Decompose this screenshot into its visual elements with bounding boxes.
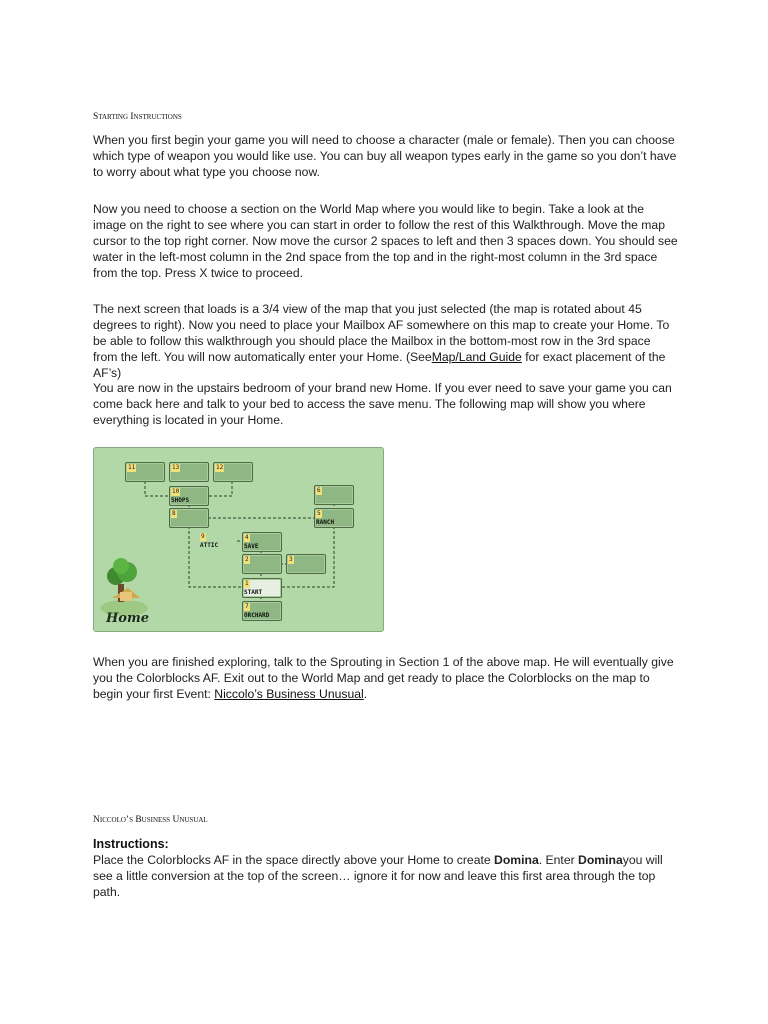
- home-map: [93, 447, 384, 632]
- room-label: SAVE: [244, 543, 259, 550]
- room-number: 9: [201, 533, 205, 540]
- room-number: 5: [317, 510, 321, 517]
- map-room-5-ranch: [314, 508, 354, 528]
- map-room-2: [242, 554, 282, 574]
- paragraph-place-mailbox: [93, 301, 678, 381]
- room-label: ATTIC: [200, 542, 219, 549]
- paragraph-choose-character: When you first begin your game you will need to choose a character (male or female). Then you can choose which type of weapon you would like use. You can buy all weapon types early in the game so you don’t have to worry about what type you choose now.: [93, 133, 677, 179]
- paragraph-world-map: Now you need to choose a section on the World Map where you would like to begin. Take a look at the image on the right to see where you can start in order to follow the rest of this Walkthrough. Move the map cursor to the top right corner. Now move the cursor 2 spaces to left and then 3 spaces down. You should see water in the left-most column in the 2nd space from the top and in the right-most column in the 3rd space from the top. Press X twice to proceed.: [93, 202, 678, 280]
- room-number: 7: [245, 603, 249, 610]
- paragraph-colorblocks: [93, 852, 678, 900]
- room-number: 12: [216, 464, 224, 471]
- room-number: 10: [172, 488, 180, 495]
- room-label: SHOPS: [171, 497, 190, 504]
- map-room-9-attic: [199, 532, 237, 550]
- tree-icon: [100, 558, 148, 616]
- room-number: 8: [172, 510, 176, 517]
- paragraph-bedroom: You are now in the upstairs bedroom of your brand new Home. If you ever need to save your game you can come back here and talk to your bed to access the save menu. The following map will show you where everything is located in your Home.: [93, 381, 672, 427]
- room-number: 6: [317, 487, 321, 494]
- map-room-13: [169, 462, 209, 482]
- paragraph-text: The next screen that loads is a 3/4 view of the map that you just selected (the map is rotated about 45 degrees to right). Now you need to place your Mailbox AF somewhere on this map to create your Home. To be able to follow this walkthrough you should place the Mailbox in the bottom-most row in the 3rd space from the left. You will now automatically enter your Home. (See: [93, 302, 670, 364]
- map-room-11: [125, 462, 165, 482]
- section-heading-starting: Starting Instructions: [93, 112, 182, 122]
- room-label: START: [244, 589, 263, 596]
- paragraph-finished-exploring: [93, 654, 678, 702]
- map-room-4-save: [242, 532, 282, 552]
- home-label: Home: [106, 611, 149, 626]
- room-number: 13: [172, 464, 180, 471]
- room-number: 1: [245, 580, 249, 587]
- map-room-10-shops: [169, 486, 209, 506]
- paragraph-text: for exact placement of the AF’s): [93, 350, 666, 380]
- room-number: 2: [245, 556, 249, 563]
- paragraph-text: When you are finished exploring, talk to the Sprouting in Section 1 of the above map. He will eventually give you the Colorblocks AF. Exit out to the World Map and get ready to place the Colorblocks on the map to begin your first Event:: [93, 655, 674, 701]
- room-number: 3: [289, 556, 293, 563]
- niccolos-business-link[interactable]: Niccolo’s Business Unusual: [214, 687, 364, 701]
- room-label: RANCH: [316, 519, 335, 526]
- map-room-6: [314, 485, 354, 505]
- paragraph-text: Place the Colorblocks AF in the space directly above your Home to create: [93, 853, 495, 867]
- section-heading-niccolo: Niccolo’s Business Unusual: [93, 815, 208, 825]
- room-label: ORCHARD: [244, 612, 270, 619]
- map-room-7-orchard: [242, 601, 282, 621]
- paragraph-text: you will see a little conversion at the top of the screen… ignore it for now and leave this first area through the top path.: [93, 853, 663, 899]
- map-room-12: [213, 462, 253, 482]
- map-room-1-start: [242, 578, 282, 598]
- map-room-3: [286, 554, 326, 574]
- room-number: 4: [245, 534, 249, 541]
- paragraph-text: .: [363, 687, 368, 701]
- domina-bold: Domina: [578, 853, 623, 867]
- map-land-guide-link[interactable]: Map/Land Guide: [431, 350, 522, 364]
- instructions-label: Instructions:: [93, 837, 169, 851]
- domina-bold: Domina: [494, 853, 539, 867]
- room-number: 11: [128, 464, 136, 471]
- paragraph-text: . Enter: [538, 853, 579, 867]
- map-room-8: [169, 508, 209, 528]
